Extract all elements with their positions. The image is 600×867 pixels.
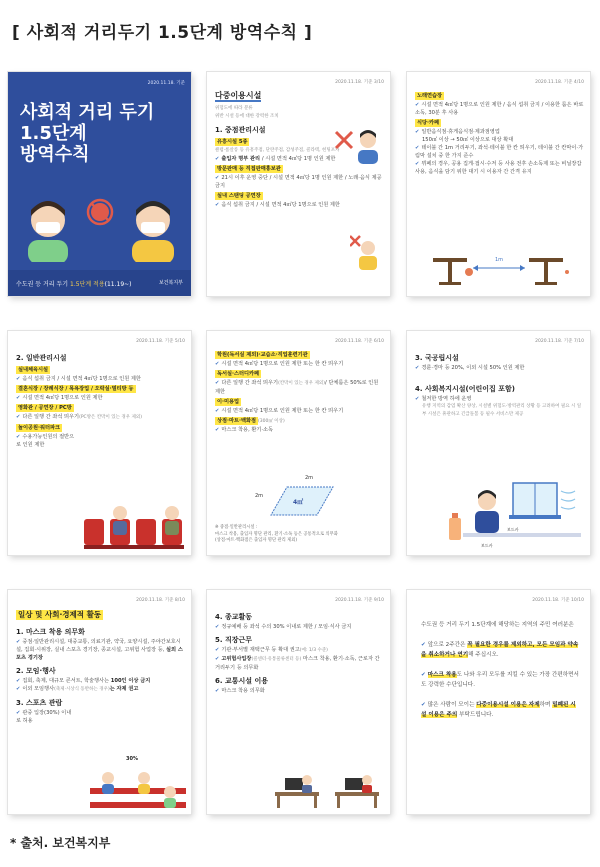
person-window-icon [463,477,581,543]
section-title: 1. 마스크 착용 의무화 [16,628,85,636]
check-icon: ✔ [16,678,21,684]
p2-highlight: 꼭 필요한 경우를 제외하고, 모든 모임과 약속을 취소하거나 연기 [421,642,579,658]
card-meta: 2020.11.18. 기준 8/10 [136,598,185,603]
distance-label: 1m [495,257,504,263]
item-text: 경륜·경마 등 20%, 이외 시설 50% 인원 제한 [421,365,525,371]
card-meta: 2020.11.18. 기준 9/10 [335,598,384,603]
cover-title [20,102,154,165]
check-icon: ✔ [415,365,420,371]
dimension-label: 2m [255,493,264,499]
group-title: 상점·마트·백화점 [217,418,257,424]
p2-text: 앞으로 2주간은 [427,642,468,648]
check-icon: ✔ [16,686,21,692]
card-page-9[interactable] [207,590,390,814]
item-text: 일반음식점·휴게음식점·제과점영업 [421,129,500,135]
item-bold: 고위험사업장 [221,656,252,662]
paragraph-3 [421,670,580,690]
section-title: 4. 종교활동 [215,613,253,621]
ministry-logo: 보건복지부 [158,280,183,286]
item-text: 시설 면적 4㎡당 1명으로 인원 제한 / 음식 섭취 금지 / 이용한 룸은 바로 소독, 30분 후 사용 [415,102,584,116]
card-heading: 다중이용시설 [215,91,262,100]
item-text: 다른 일행 간 좌석 띄우기 [22,414,80,420]
group-title: 실내체육시설 [18,367,49,373]
card-page-10[interactable] [407,590,590,814]
item-text: 집회, 축제, 대규모 콘서트, 학술행사는 [22,678,111,684]
footnote-line: 마스크 착용, 출입자 명단 관리, 환기·소독 등은 공통적으로 의무화 [215,531,338,537]
item-text: 마스크 착용 의무화 [221,688,265,694]
item-text: 뷔페의 경우, 공용 집게·접시·수저 등 사용 전후 손소독제 또는 비닐장갑 사용, 음식을 담기 위한 대기 시 이용자 간 간격 유지 [415,161,582,175]
group-title: 이·미용업 [217,399,240,405]
item-text: 마스크 착용, 환기·소독, 근로자 간 거리두기 등 의무화 [215,656,380,671]
section-title: 2. 일반관리시설 [16,354,67,362]
item-bold: 실외 스포츠 경기장 [16,647,183,661]
card-meta: 2020.11.18. 기준 5/10 [136,339,185,344]
p4-highlight: 다중이용시설 이용은 자제 [476,702,540,708]
percent-label: 30% [126,756,138,762]
bottle-label: 보드카 [481,543,493,548]
theater-seats-icon [84,499,184,553]
check-icon: ✔ [215,156,220,162]
check-icon: ✔ [215,361,220,367]
p4-text: 많은 사람이 모이는 [427,702,477,708]
check-icon: ✔ [415,161,420,167]
p3-text: 도 나와 우리 모두를 지킬 수 있는 가장 간편하면서도 강력한 수단입니다. [421,672,579,688]
footer-highlight: 1.5단계 적용 [70,281,105,288]
card-page-4[interactable] [407,72,590,296]
item-note: (칸막이 있는 경우 제외) [278,381,326,386]
check-icon: ✔ [215,688,220,694]
p2-text: 해 주십시오. [468,652,499,658]
check-icon: ✔ [415,129,420,135]
item-text: / 시설 면적 4㎡당 1명 인원 제한 [261,156,336,162]
section-title: 4. 사회복지시설(어린이집 포함) [415,385,515,393]
item-note: (축제·시상식 동반하는 경우) [54,687,110,692]
sub-note: 위반 시설 등에 대한 강력한 조치 [215,114,279,119]
item-bold: 100인 이상 금지 [110,678,151,684]
check-icon: ✔ [16,434,21,440]
cover-illustration [8,182,191,262]
footnote [215,525,384,545]
office-desk-icon [271,766,385,810]
card-cover[interactable] [8,72,191,296]
cover-title-line-3: 방역수칙 [20,144,90,165]
check-icon: ✔ [415,396,420,402]
item-note: (콜센터·유통물류센터 등) [251,657,302,662]
cover-footer-text [16,279,132,288]
stadium-crowd-icon [90,758,186,810]
group-title: 학원(독서실 제외)·교습소·직업훈련기관 [217,352,308,358]
check-icon: ✔ [415,145,420,151]
item-text: 수용가능인원의 절반으로 인원 제한 [16,434,75,448]
group-title: 결혼식장 / 장례식장 / 목욕장업 / 오락실·멀티방 등 [18,386,134,392]
item-text: 마스크 착용, 환기·소독 [221,427,274,433]
cover-title-line-2: 1.5단계 [20,123,87,144]
group-title: 방문판매 등 직접판매홍보관 [217,166,281,172]
group-title: 실내 스탠딩 공연장 [217,193,261,199]
title-note: (300㎡ 이상) [258,419,285,424]
card-date: 2020.11.18. 기준 [147,81,185,86]
bottle-label: 보드카 [507,527,519,532]
p3-highlight: 마스크 착용 [427,672,457,678]
card-meta: 2020.11.18. 기준 10/10 [532,598,584,603]
check-icon: ✔ [16,414,21,420]
card-meta: 2020.11.18. 기준 3/10 [335,80,384,85]
footnote-line: (상점·마트·백화점은 출입자 명단 관리 제외) [215,538,298,543]
item-text: 기관·부서별 재택근무 등 확대 권고 [221,647,300,653]
section-title: 3. 스포츠 관람 [16,699,63,707]
card-heading: 일상 및 사회·경제적 활동 [18,610,102,619]
p4-text: 하며 [539,702,553,708]
item-bold: 출입자 명부 관리 [221,156,262,162]
card-meta: 2020.11.18. 기준 7/10 [535,339,584,344]
check-icon: ✔ [421,642,426,648]
heading-sub: 위험도에 따라 분류 [215,106,253,111]
card-meta: 2020.11.18. 기준 4/10 [535,80,584,85]
check-icon: ✔ [16,710,21,716]
source-note: * 출처. 보건복지부 [10,836,111,850]
check-icon: ✔ [215,175,220,181]
item-note: (예: 1/3 수준) [299,648,328,653]
footnote-line: ※ 중점·일반관리시설 : [215,525,258,530]
dimension-label: 2m [305,475,314,481]
person-mask-icon [28,201,68,262]
section-title: 3. 국공립시설 [415,354,459,362]
section-title: 5. 직장근무 [215,636,253,644]
card-page-7[interactable] [407,331,590,555]
p4-text: 부탁드립니다. [457,712,494,718]
no-sign-icon [334,124,380,164]
item-text: 이외 모임행사 [22,686,55,692]
person-mask-icon [132,201,174,262]
group-title: 독서실·스터디카페 [217,371,260,377]
no-virus-icon [88,200,112,224]
cover-footer [8,270,191,296]
section-title: 6. 교통시설 이용 [215,677,268,685]
item-desc: 유행 지역의 감염 확산 양상, 시설별 위험도·방역관리 상황 등 고려하여 필요 시 일부 시설은 휴관하고 긴급돌봄 등 필수 서비스만 제공 [422,404,582,417]
area-label: 4㎡ [293,499,304,506]
section-title: 1. 중점관리시설 [215,126,266,134]
check-icon: ✔ [215,380,220,386]
check-icon: ✔ [16,395,21,401]
item-note: (PC방은 칸막이 있는 경우 제외) [79,415,142,420]
item-text: 21시 이후 운영 중단 / 시설 면적 4㎡당 1명 인원 제한 / 노래·음식 제공 금지 [215,175,382,189]
group-title: 놀이공원·워터파크 [18,425,61,431]
group-title: 노래연습장 [417,93,443,99]
group-desc: 클럽·룸살롱 등 유흥주점, 단란주점, 감성주점, 콜라텍, 헌팅포차 [215,148,340,153]
item-text: 테이블 간 1m 거리두기, 좌석·테이블 한 칸 띄우기, 테이블 간 칸막이·가림막 설치 중 한 가지 준수 [415,145,584,159]
check-icon: ✔ [215,202,220,208]
footer-suffix: (11.19~) [104,281,132,288]
item-text: 시설 면적 4㎡당 1명으로 인원 제한 또는 한 칸 띄우기 [221,408,344,414]
card-meta: 2020.11.18. 기준 6/10 [335,339,384,344]
item-text: 시설 면적 4㎡당 1명으로 인원 제한 [22,395,103,401]
item-text: 정규예배 등 좌석 수의 30% 이내로 제한 / 모임·식사 금지 [221,624,352,630]
check-icon: ✔ [215,427,220,433]
paragraph-4 [421,700,580,720]
card-page-5[interactable] [8,331,191,555]
item-bold: 는 자제 권고 [109,686,139,692]
card-page-6[interactable] [207,331,390,555]
item-text: 음식 섭취 금지 / 시설 면적 4㎡당 1명으로 인원 제한 [221,202,340,208]
group-title: 식당·카페 [417,120,440,126]
check-icon: ✔ [215,408,220,414]
card-page-8[interactable] [8,590,191,814]
cafe-table-icon [429,248,569,288]
section-title: 2. 모임·행사 [16,667,56,675]
item-text: 다른 일행 간 좌석 띄우기 [221,380,279,386]
card-page-3[interactable] [207,72,390,296]
group-title: 유흥시설 5종 [217,139,248,145]
item-text: 중점·일반관리시설, 대중교통, 의료기관, 약국, 요양시설, 주야간보호시설, 집회·시위장, 실내 스포츠 경기장, 종교시설, 고위험 사업장 등, [16,639,181,653]
check-icon: ✔ [421,672,426,678]
check-icon: ✔ [215,624,220,630]
item-text: 관중 입장(30%) 이내로 허용 [16,710,72,724]
check-icon: ✔ [215,656,220,662]
item-text: 음식 섭취 금지 / 시설 면적 4㎡당 1명으로 인원 제한 [22,376,141,382]
sanitizer-bottle-icon [447,513,463,541]
check-icon: ✔ [415,102,420,108]
paragraph-2 [421,640,580,660]
paragraph-1: 수도권 등 거리 두기 1.5단계에 해당하는 지역의 주민 여러분은 [421,622,574,628]
group-title: 영화관 / 공연장 / PC방 [18,405,72,411]
cover-title-line-1: 사회적 거리 두기 [20,102,155,123]
footer-prefix: 수도권 등 거리 두기 [16,281,70,288]
person-mask-icon [350,234,378,270]
item-text: 철저한 방역 하에 운영 [421,396,472,402]
p4-highlight: 밀폐된 시설 이용은 주의 [421,702,576,718]
item-text: 시설 면적 4㎡당 1명으로 인원 제한 또는 한 칸 띄우기 [221,361,344,367]
check-icon: ✔ [16,639,21,645]
check-icon: ✔ [215,647,220,653]
page-title: [ 사회적 거리두기 1.5단계 방역수칙 ] [12,23,313,43]
check-icon: ✔ [421,702,426,708]
item-text: / 단체룸은 50%로 인원 제한 [215,380,379,395]
item-text: 150㎡ 이상 → 50㎡ 이상으로 대상 확대 [422,137,514,143]
check-icon: ✔ [16,376,21,382]
